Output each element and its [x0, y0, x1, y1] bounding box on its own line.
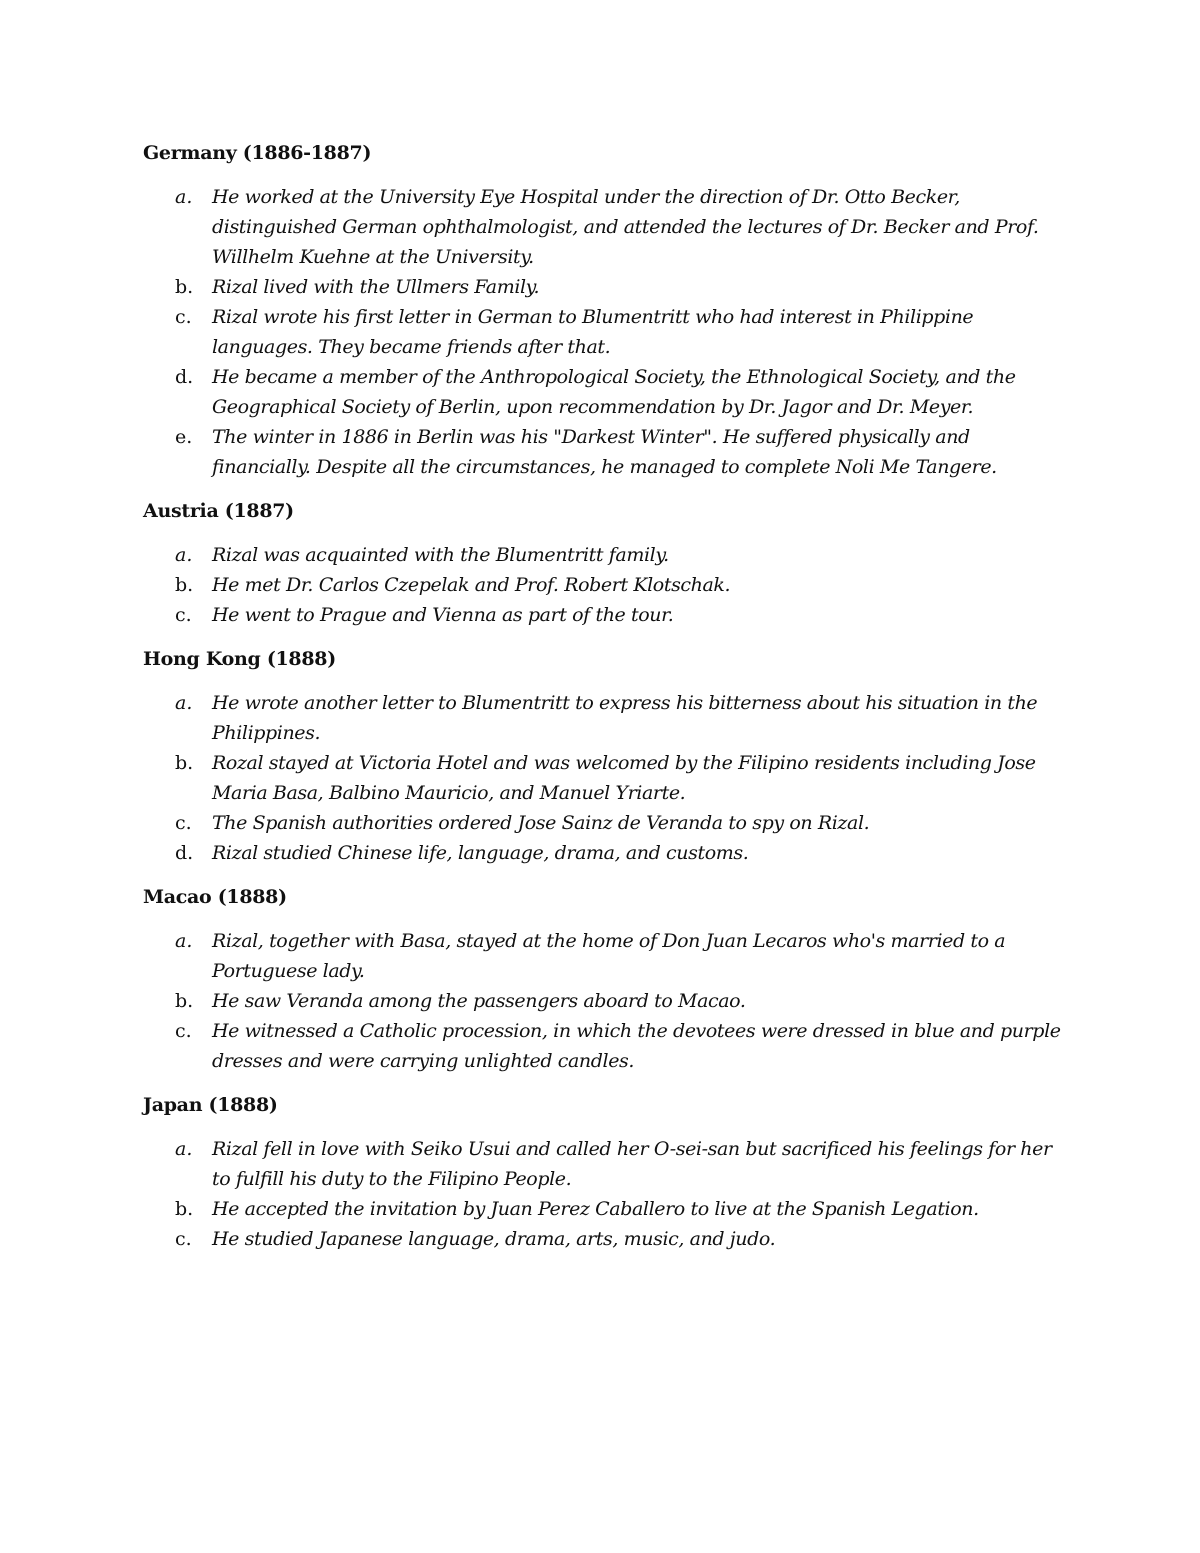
list-marker: b. — [175, 1198, 194, 1220]
list-item-text: He went to Prague and Vienna as part of the tour. — [212, 604, 674, 626]
list-item-text: He became a member of the Anthropological Society, the Ethnological Society, and the Geographical Society of Berlin, upon recommendation by Dr. Jagor and Dr. Meyer. — [212, 366, 1016, 418]
list-item — [143, 1016, 1063, 1076]
list-item-text: Rizal was acquainted with the Blumentritt family. — [212, 544, 669, 566]
item-list — [143, 688, 1063, 868]
list-marker: c. — [175, 1020, 192, 1042]
list-item-text: Rozal stayed at Victoria Hotel and was welcomed by the Filipino residents including Jose Maria Basa, Balbino Mauricio, and Manuel Yriarte. — [212, 752, 1036, 804]
item-list — [143, 926, 1063, 1076]
list-item — [143, 986, 1063, 1016]
list-marker: c. — [175, 604, 192, 626]
list-marker: c. — [175, 306, 192, 328]
list-item-text: He worked at the University Eye Hospital under the direction of Dr. Otto Becker, distinguished German ophthalmologist, and attended the lectures of Dr. Becker and Prof. Willhelm Kuehne at the University. — [212, 186, 1039, 268]
section-title: Austria (1887) — [143, 500, 294, 522]
section-austria — [143, 496, 1063, 630]
item-list — [143, 540, 1063, 630]
list-item-text: He studied Japanese language, drama, arts, music, and judo. — [212, 1228, 776, 1250]
list-marker: a. — [175, 930, 193, 952]
document-page — [143, 138, 1063, 1268]
list-item-text: Rizal fell in love with Seiko Usui and called her O-sei-san but sacrificed his feelings for her to fulfill his duty to the Filipino People. — [212, 1138, 1052, 1190]
list-marker: a. — [175, 692, 193, 714]
list-item-text: Rizal, together with Basa, stayed at the home of Don Juan Lecaros who's married to a Portuguese lady. — [212, 930, 1006, 982]
list-marker: a. — [175, 186, 193, 208]
list-item-text: The Spanish authorities ordered Jose Sainz de Veranda to spy on Rizal. — [212, 812, 870, 834]
list-item-text: The winter in 1886 in Berlin was his "Darkest Winter". He suffered physically and financially. Despite all the circumstances, he managed to complete Noli Me Tangere. — [212, 426, 997, 478]
list-marker: d. — [175, 366, 194, 388]
section-japan — [143, 1090, 1063, 1254]
list-marker: d. — [175, 842, 194, 864]
list-marker: a. — [175, 544, 193, 566]
list-item — [143, 182, 1063, 272]
list-item — [143, 272, 1063, 302]
list-item-text: He saw Veranda among the passengers aboard to Macao. — [212, 990, 746, 1012]
list-marker: b. — [175, 990, 194, 1012]
list-item — [143, 1224, 1063, 1254]
list-marker: e. — [175, 426, 193, 448]
list-marker: c. — [175, 812, 192, 834]
list-item — [143, 570, 1063, 600]
list-marker: b. — [175, 276, 194, 298]
section-title: Germany (1886-1887) — [143, 142, 372, 164]
list-item — [143, 808, 1063, 838]
list-item-text: He wrote another letter to Blumentritt to express his bitterness about his situation in the Philippines. — [212, 692, 1038, 744]
list-item — [143, 926, 1063, 986]
section-title: Hong Kong (1888) — [143, 648, 336, 670]
list-marker: b. — [175, 574, 194, 596]
list-item-text: He witnessed a Catholic procession, in which the devotees were dressed in blue and purple dresses and were carrying unlighted candles. — [212, 1020, 1061, 1072]
list-item — [143, 1134, 1063, 1194]
item-list — [143, 1134, 1063, 1254]
section-title: Japan (1888) — [143, 1094, 278, 1116]
list-item — [143, 838, 1063, 868]
list-item — [143, 600, 1063, 630]
list-marker: a. — [175, 1138, 193, 1160]
list-item — [143, 748, 1063, 808]
section-macao — [143, 882, 1063, 1076]
list-marker: c. — [175, 1228, 192, 1250]
list-item — [143, 362, 1063, 422]
list-item-text: He accepted the invitation by Juan Perez Caballero to live at the Spanish Legation. — [212, 1198, 979, 1220]
list-item — [143, 302, 1063, 362]
section-germany — [143, 138, 1063, 482]
section-title: Macao (1888) — [143, 886, 287, 908]
list-item-text: Rizal wrote his first letter in German to Blumentritt who had interest in Philippine languages. They became friends after that. — [212, 306, 974, 358]
list-item-text: Rizal studied Chinese life, language, drama, and customs. — [212, 842, 749, 864]
list-item — [143, 1194, 1063, 1224]
section-hong-kong — [143, 644, 1063, 868]
list-item — [143, 422, 1063, 482]
list-item — [143, 688, 1063, 748]
item-list — [143, 182, 1063, 482]
list-item — [143, 540, 1063, 570]
list-item-text: Rizal lived with the Ullmers Family. — [212, 276, 540, 298]
list-item-text: He met Dr. Carlos Czepelak and Prof. Robert Klotschak. — [212, 574, 731, 596]
list-marker: b. — [175, 752, 194, 774]
